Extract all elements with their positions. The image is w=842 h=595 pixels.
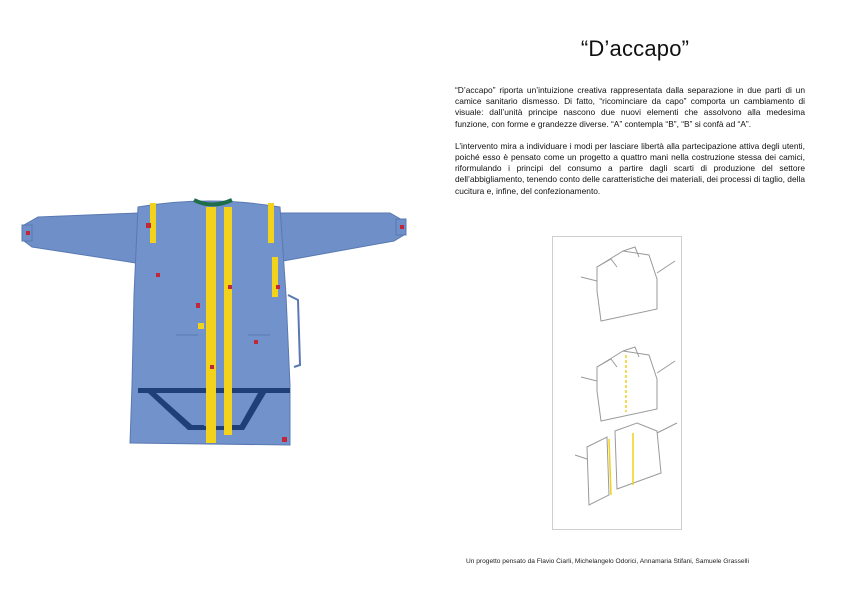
paragraph-intro: “D’accapo” riporta un’intuizione creativa rappresentata dalla separazione in due parti di un camice sanitario dismesso. Di fatto, “ricominciare da capo” comporta un cambiamento di visuale: dall’unità principe nascono due nuovi elementi che assolvono alla medesima funzione, con forme e grandezze diverse. “A” contempla “B”, “B” si confà ad “A”. <box>455 85 805 129</box>
construction-diagram <box>552 236 682 530</box>
credits-text: Un progetto pensato da Flavio Ciarli, Michelangelo Odorici, Annamaria Stifani, Samuele Grasselli <box>466 558 749 565</box>
page-title: “D’accapo” <box>580 36 690 61</box>
gown-photo <box>18 185 418 455</box>
paragraph-intervention: L’intervento mira a individuare i modi per lasciare libertà alla partecipazione attiva degli utenti, poiché esso è pensato come un progetto a quattro mani nella costruzione stessa dei camici, riformulando i principi del consumo a partire dagli scarti di produzione del settore dell’abbigliamento, tenendo conto delle caratteristiche dei materiali, dei processi di taglio, della cucitura e, infine, del confezionamento. <box>455 140 805 196</box>
description-text <box>455 85 805 208</box>
